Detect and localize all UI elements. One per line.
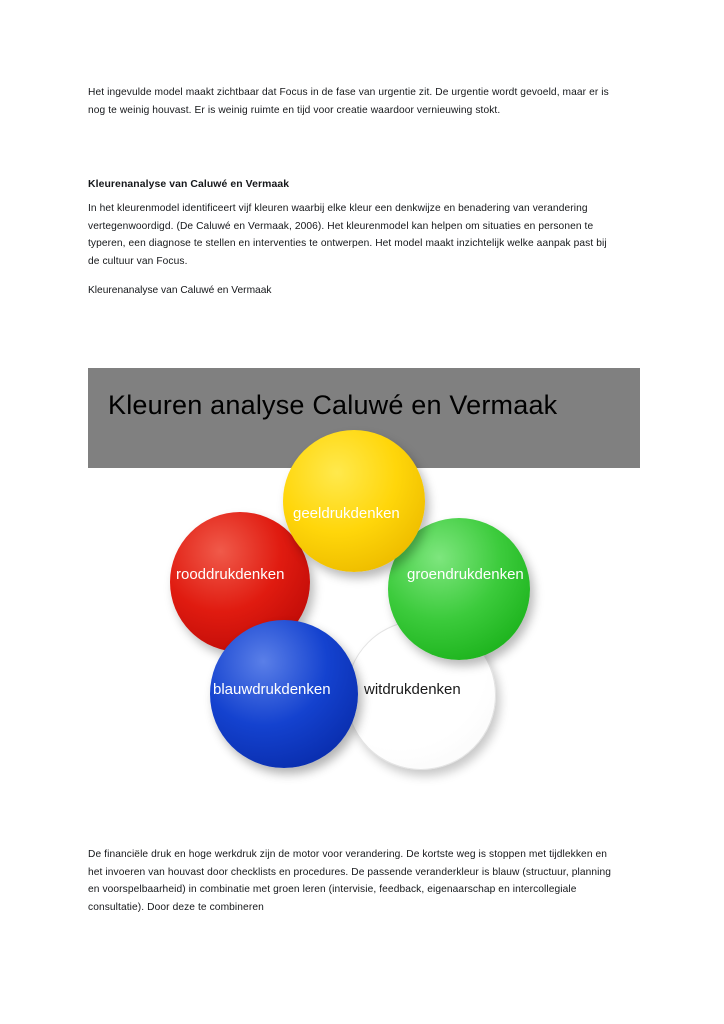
spacer [88, 190, 620, 200]
paragraph-intro: Het ingevulde model maakt zichtbaar dat Focus in de fase van urgentie zit. De urgentie wordt gevoeld, maar er is nog te weinig houvast. Er is weinig ruimte en tijd voor creatie waardoor vernieuwing stokt. [88, 87, 609, 116]
label-witdrukdenken: witdrukdenken [364, 681, 461, 698]
color-analysis-figure [88, 368, 640, 818]
circle-geeldrukdenken [283, 430, 425, 572]
label-groendrukdenken: groendrukdenken [407, 566, 524, 583]
spacer [88, 119, 620, 179]
document-content [88, 84, 620, 300]
paragraph-section-body: In het kleurenmodel identificeert vijf kleuren waarbij elke kleur een denkwijze en benadering van verandering vertegenwoordigd. (De Caluwé en Vermaak, 2006). Het kleurenmodel kan helpen om situaties en personen te typeren, een diagnose te stellen en interventies te ontwerpen. Het model maakt inzichtelijk welke aanpak past bij de cultuur van Focus. [88, 203, 607, 267]
figure-banner-title: Kleuren analyse Caluwé en Vermaak [108, 390, 558, 420]
label-rooddrukdenken: rooddrukdenken [176, 566, 285, 583]
figure-caption: Kleurenanalyse van Caluwé en Vermaak [88, 285, 272, 297]
section-heading: Kleurenanalyse van Caluwé en Vermaak [88, 179, 290, 191]
spacer [88, 270, 620, 282]
label-geeldrukdenken: geeldrukdenken [293, 505, 400, 522]
label-blauwdrukdenken: blauwdrukdenken [213, 681, 331, 698]
paragraph-footer: De financiële druk en hoge werkdruk zijn de motor voor verandering. De kortste weg is stoppen met tijdlekken en het invoeren van houvast door checklists en procedures. De passende veranderkleur is blauw (structuur, planning en voorspelbaarheid) in combinatie met groen leren (intervisie, feedback, eigenaarschap en intercollegiale consultatie). Door deze te combineren [88, 849, 612, 913]
